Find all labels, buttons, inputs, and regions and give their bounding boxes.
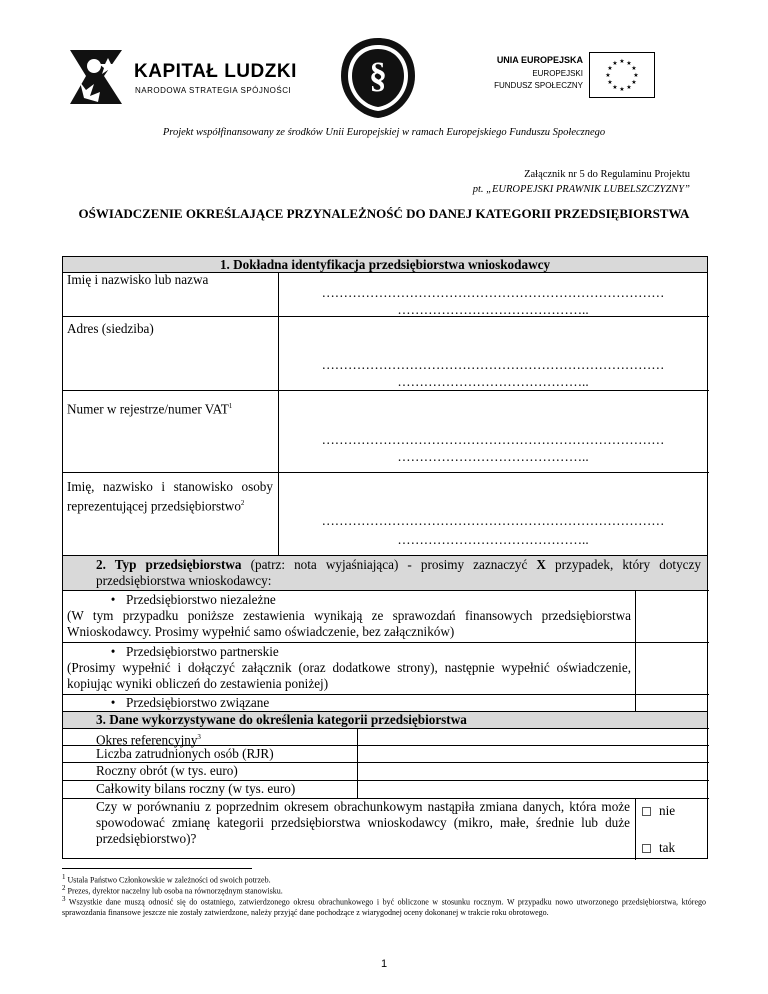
- field-representative-dots-1[interactable]: ……………………………………………………………………: [321, 513, 665, 528]
- bullet-icon: •: [110, 644, 116, 659]
- bullet-icon: •: [110, 695, 116, 710]
- option-independent-note: (W tym przypadku poniższe zestawienia wynikają ze sprawozdań finansowych przedsiębiorstwa Wnioskodawcy. Prosimy wypełnić samo oświadczenie, bez załączników): [67, 608, 631, 639]
- option-yes-label: tak: [659, 840, 676, 855]
- page-number: 1: [380, 958, 388, 970]
- option-linked-checkbox[interactable]: [636, 695, 707, 711]
- option-independent-checkbox[interactable]: [636, 591, 707, 642]
- section1-heading: 1. Dokładna identyfikacja przedsiębiorstwa wnioskodawcy: [219, 257, 551, 272]
- footnote-2: $^2$ Prezes, dyrektor naczelny lub osoba na równorzędnym stanowisku.: [62, 884, 283, 896]
- svg-text:★: ★: [626, 60, 632, 67]
- option-no[interactable]: [642, 803, 706, 819]
- option-independent-title: Przedsiębiorstwo niezależne: [126, 592, 276, 607]
- field-name-dots-2[interactable]: ……………………………………..: [397, 302, 589, 317]
- eu-flag-icon: [589, 52, 655, 98]
- svg-text:★: ★: [619, 86, 625, 93]
- document-title: OŚWIADCZENIE OKREŚLAJĄCE PRZYNALEŻNOŚĆ DO DANEJ KATEGORII PRZEDSIĘBIORSTWA: [78, 206, 690, 221]
- svg-text:★: ★: [619, 58, 625, 65]
- field-address-dots-1[interactable]: ……………………………………………………………………: [321, 357, 665, 372]
- svg-text:★: ★: [631, 79, 637, 86]
- option-partner-note: (Prosimy wypełnić i dołączyć załącznik (oraz dodatkowe strony), następnie wypełnić oświadczenie, kopiując wyniki obliczeń do zestawienia poniżej): [67, 660, 631, 691]
- kapital-ludzki-logo: [64, 46, 304, 108]
- footnote-separator: [62, 868, 252, 869]
- svg-text:★: ★: [633, 72, 639, 79]
- svg-text:★: ★: [612, 60, 618, 67]
- kapital-ludzki-subtitle: NARODOWA STRATEGIA SPÓJNOŚCI: [135, 86, 292, 95]
- svg-text:★: ★: [607, 65, 613, 72]
- annex-line-2: pt. „EUROPEJSKI PRAWNIK LUBELSZCZYZNY”: [472, 184, 690, 195]
- turnover-value[interactable]: [358, 763, 707, 780]
- field-representative-label: Imię, nazwisko i stanowisko osoby reprezentującej przedsiębiorstwo$^2$: [67, 479, 273, 514]
- bullet-icon: •: [110, 592, 116, 607]
- field-vat-dots-1[interactable]: ……………………………………………………………………: [321, 432, 665, 447]
- footnote-3: $^3$ Wszystkie dane muszą odnosić się do ostatniego, zatwierdzonego okresu obrachunkowego i być obliczone w stosunku rocznym. W przypadku nowo utworzonego przedsiębiorstwa, którego sprawozdania finansowe jeszcze nie zostały zatwierdzone, należy przyjąć dane pochodzące z wiarygodnej oceny dokonanej w trakcie roku obrotowego.: [62, 895, 706, 917]
- option-linked-title: Przedsiębiorstwo związane: [126, 695, 270, 710]
- footnote-1: $^1$ Ustala Państwo Członkowskie w zależności od swoich potrzeb.: [62, 873, 271, 885]
- eu-fund-line1: EUROPEJSKI: [532, 69, 583, 78]
- svg-text:★: ★: [605, 72, 611, 79]
- section3-block: [62, 711, 708, 859]
- field-representative-dots-2[interactable]: ……………………………………..: [397, 532, 589, 547]
- ref-period-value[interactable]: [358, 729, 707, 745]
- svg-text:★: ★: [631, 65, 637, 72]
- section3-heading: 3. Dane wykorzystywane do określenia kategorii przedsiębiorstwa: [63, 712, 707, 728]
- balance-value[interactable]: [358, 781, 707, 798]
- turnover-label: Roczny obrót (w tys. euro): [96, 763, 238, 778]
- field-vat-dots-2[interactable]: ……………………………………..: [397, 449, 589, 464]
- eu-fund-line2: FUNDUSZ SPOŁECZNY: [494, 81, 583, 90]
- checkbox-no-icon[interactable]: [642, 807, 651, 816]
- checkbox-yes-icon[interactable]: [642, 844, 651, 853]
- section2-heading: 2. Typ przedsiębiorstwa (patrz: nota wyjaśniająca) - prosimy zaznaczyć X przypadek, który dotyczy przedsiębiorstwa wnioskodawcy:: [63, 556, 707, 590]
- field-vat-label: Numer w rejestrze/numer VAT$^1$: [67, 401, 233, 417]
- kapital-ludzki-emblem-icon: [64, 46, 126, 108]
- eu-name-line: UNIA EUROPEJSKA: [496, 55, 583, 65]
- field-name-dots-1[interactable]: ……………………………………………………………………: [321, 285, 665, 300]
- section1-heading-row: [62, 256, 708, 273]
- field-name-label: Imię i nazwisko lub nazwa: [67, 272, 209, 287]
- option-partner-title: Przedsiębiorstwo partnerskie: [126, 644, 279, 659]
- kapital-ludzki-title: KAPITAŁ LUDZKI: [134, 61, 297, 82]
- cofinancing-note: Projekt współfinansowany ze środków Unii Europejskiej w ramach Europejskiego Funduszu Społecznego: [162, 127, 606, 138]
- paragraph-seal-logo: [337, 36, 419, 120]
- eu-efs-logo: [463, 52, 703, 102]
- annex-line-1: Załącznik nr 5 do Regulaminu Projektu: [524, 169, 690, 180]
- svg-text:★: ★: [612, 84, 618, 91]
- svg-text:★: ★: [607, 79, 613, 86]
- section1-body: [62, 272, 708, 556]
- annex-reference: [473, 167, 690, 197]
- svg-text:§: §: [369, 55, 387, 95]
- balance-label: Całkowity bilans roczny (w tys. euro): [96, 781, 296, 796]
- employees-label: Liczba zatrudnionych osób (RJR): [96, 746, 274, 761]
- option-no-label: nie: [659, 803, 676, 818]
- field-address-label: Adres (siedziba): [67, 321, 154, 336]
- field-address-dots-2[interactable]: ……………………………………..: [397, 374, 589, 389]
- paragraph-seal-icon: [337, 36, 419, 120]
- option-partner-checkbox[interactable]: [636, 643, 707, 694]
- change-question: Czy w porównaniu z poprzednim okresem obrachunkowym nastąpiła zmiana danych, która może spowodować zmianę kategorii przedsiębiorstwa wnioskodawcy (mikro, małe, średnie lub duże przedsiębiorstwo)?: [96, 799, 630, 846]
- svg-text:★: ★: [626, 84, 632, 91]
- ref-period-label: Okres referencyjny$^3$: [96, 732, 201, 748]
- employees-value[interactable]: [358, 746, 707, 762]
- option-yes[interactable]: [642, 840, 706, 856]
- section2-block: [62, 556, 708, 712]
